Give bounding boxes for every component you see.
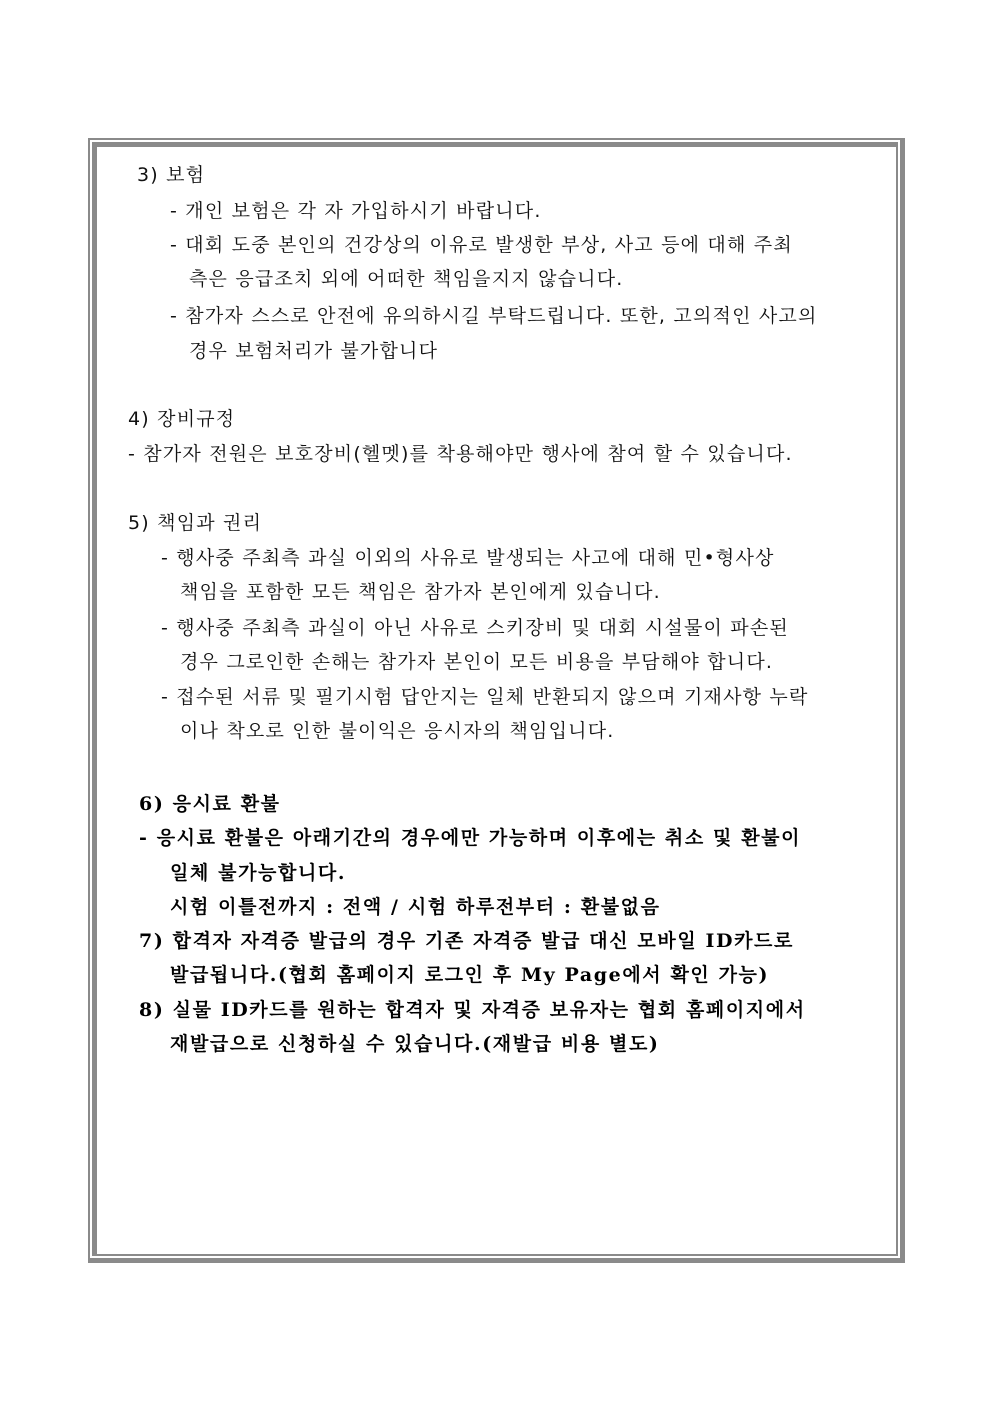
certificate-notice-line-1: 7) 합격자 자격증 발급의 경우 기존 자격증 발급 대신 모바일 ID카드로 bbox=[139, 930, 794, 952]
insurance-item-2-line-1: - 대회 도중 본인의 건강상의 이유로 발생한 부상, 사고 등에 대해 주최 bbox=[170, 234, 793, 256]
insurance-item-1: - 개인 보험은 각 자 가입하시기 바랍니다. bbox=[170, 200, 542, 222]
insurance-item-3-line-2: 경우 보험처리가 불가합니다 bbox=[189, 340, 439, 362]
insurance-item-2-line-2: 측은 응급조치 외에 어떠한 책임을지지 않습니다. bbox=[189, 268, 624, 290]
refund-item-line-1: - 응시료 환불은 아래기간의 경우에만 가능하며 이후에는 취소 및 환불이 bbox=[139, 827, 802, 849]
section-heading-liability: 5) 책임과 권리 bbox=[128, 512, 263, 534]
section-heading-equipment: 4) 장비규정 bbox=[128, 408, 236, 430]
id-card-notice-line-2: 재발급으로 신청하실 수 있습니다.(재발급 비용 별도) bbox=[170, 1033, 660, 1055]
insurance-item-3-line-1: - 참가자 스스로 안전에 유의하시길 부탁드립니다. 또한, 고의적인 사고의 bbox=[170, 305, 818, 327]
equipment-item-1: - 참가자 전원은 보호장비(헬멧)를 착용해야만 행사에 참여 할 수 있습니다. bbox=[128, 443, 793, 465]
liability-item-1-line-2: 책임을 포함한 모든 책임은 참가자 본인에게 있습니다. bbox=[180, 581, 661, 603]
liability-item-2-line-1: - 행사중 주최측 과실이 아닌 사유로 스키장비 및 대회 시설물이 파손된 bbox=[161, 617, 789, 639]
liability-item-1-line-1: - 행사중 주최측 과실 이외의 사유로 발생되는 사고에 대해 민•형사상 bbox=[161, 547, 775, 569]
liability-item-2-line-2: 경우 그로인한 손해는 참가자 본인이 모든 비용을 부담해야 합니다. bbox=[180, 651, 774, 673]
certificate-notice-line-2: 발급됩니다.(협회 홈페이지 로그인 후 My Page에서 확인 가능) bbox=[170, 964, 770, 986]
section-heading-refund: 6) 응시료 환불 bbox=[139, 793, 281, 815]
liability-item-3-line-2: 이나 착오로 인한 불이익은 응시자의 책임입니다. bbox=[180, 720, 615, 742]
section-heading-insurance: 3) 보험 bbox=[137, 164, 206, 186]
id-card-notice-line-1: 8) 실물 ID카드를 원하는 합격자 및 자격증 보유자는 협회 홈페이지에서 bbox=[139, 999, 806, 1021]
liability-item-3-line-1: - 접수된 서류 및 필기시험 답안지는 일체 반환되지 않으며 기재사항 누락 bbox=[161, 686, 809, 708]
refund-item-line-2: 일체 불가능합니다. bbox=[170, 862, 347, 884]
refund-schedule: 시험 이틀전까지 : 전액 / 시험 하루전부터 : 환불없음 bbox=[170, 896, 661, 918]
